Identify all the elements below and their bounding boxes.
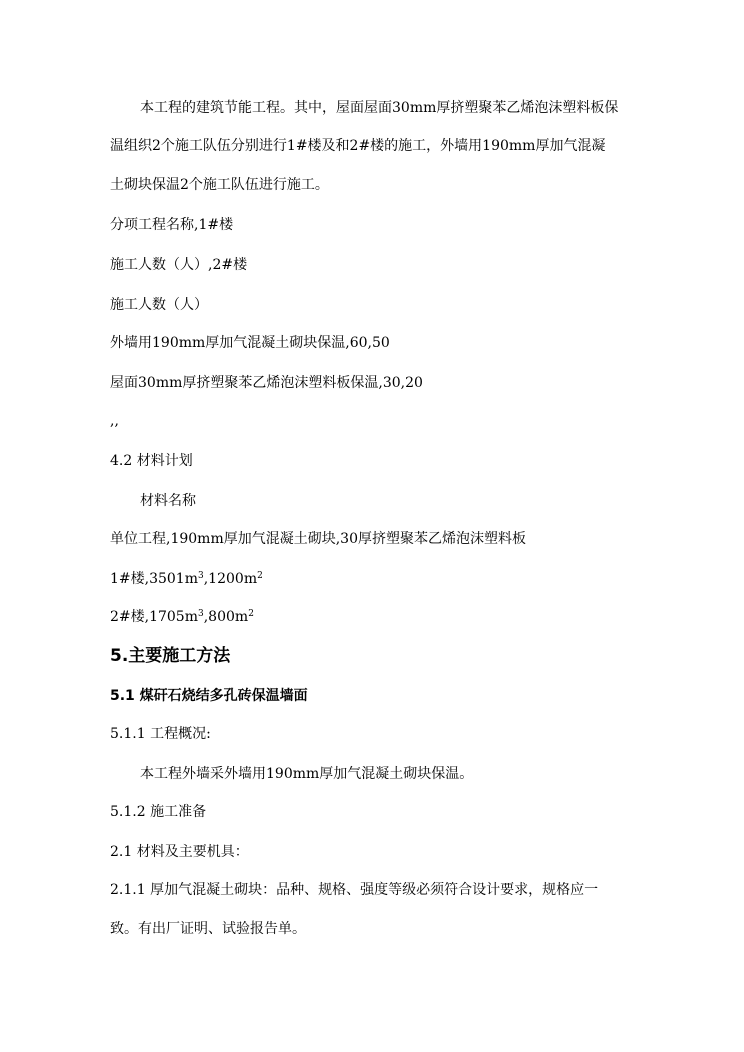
staff-row-2: 屋面30mm厚挤塑聚苯乙烯泡沫塑料板保温,30,20 <box>110 375 423 391</box>
materials-row-1-mid: ,1200m <box>203 571 258 587</box>
materials-row-2-sup2: 2 <box>248 609 254 620</box>
materials-row-2-mid: ,800m <box>203 609 249 625</box>
staff-header-c: 施工人数（人） <box>110 297 208 313</box>
intro-line-2: 温组织2个施工队伍分别进行1#楼及和2#楼的施工，外墙用190mm厚加气混凝 <box>110 138 606 154</box>
staff-row-1: 外墙用190mm厚加气混凝土砌块保温,60,50 <box>110 335 390 351</box>
materials-name-label: 材料名称 <box>140 493 196 509</box>
section-5-1-title: 5.1 煤矸石烧结多孔砖保温墙面 <box>110 688 308 704</box>
materials-row-2-prefix: 2#楼,1705m <box>110 609 198 625</box>
section-2-1: 2.1 材料及主要机具： <box>110 844 249 860</box>
intro-line-1: 本工程的建筑节能工程。其中，屋面屋面30mm厚挤塑聚苯乙烯泡沫塑料板保 <box>140 100 619 116</box>
materials-row-1 <box>110 569 263 589</box>
section-2-1-1-line-1: 2.1.1 厚加气混凝土砌块：品种、规格、强度等级必须符合设计要求，规格应一 <box>110 882 599 898</box>
staff-header-a: 分项工程名称,1#楼 <box>110 217 234 233</box>
materials-row-1-sup1: 3 <box>198 571 204 582</box>
materials-row-1-prefix: 1#楼,3501m <box>110 571 198 587</box>
section-5-1-2: 5.1.2 施工准备 <box>110 804 207 820</box>
materials-row-2 <box>110 607 254 627</box>
section-5-1-1: 5.1.1 工程概况: <box>110 726 211 742</box>
materials-row-1-sup2: 2 <box>257 571 263 582</box>
materials-header: 单位工程,190mm厚加气混凝土砌块,30厚挤塑聚苯乙烯泡沫塑料板 <box>110 531 526 547</box>
section-2-1-1-line-2: 致。有出厂证明、试验报告单。 <box>110 921 306 937</box>
staff-trailing: ,, <box>110 413 119 429</box>
intro-line-3: 土砌块保温2个施工队伍进行施工。 <box>110 177 329 193</box>
materials-row-2-sup1: 3 <box>198 609 204 620</box>
section-5-1-1-text: 本工程外墙采外墙用190mm厚加气混凝土砌块保温。 <box>140 766 474 782</box>
section-5-title: 5.主要施工方法 <box>110 646 231 666</box>
staff-header-b: 施工人数（人）,2#楼 <box>110 257 248 273</box>
materials-heading: 4.2 材料计划 <box>110 453 193 469</box>
